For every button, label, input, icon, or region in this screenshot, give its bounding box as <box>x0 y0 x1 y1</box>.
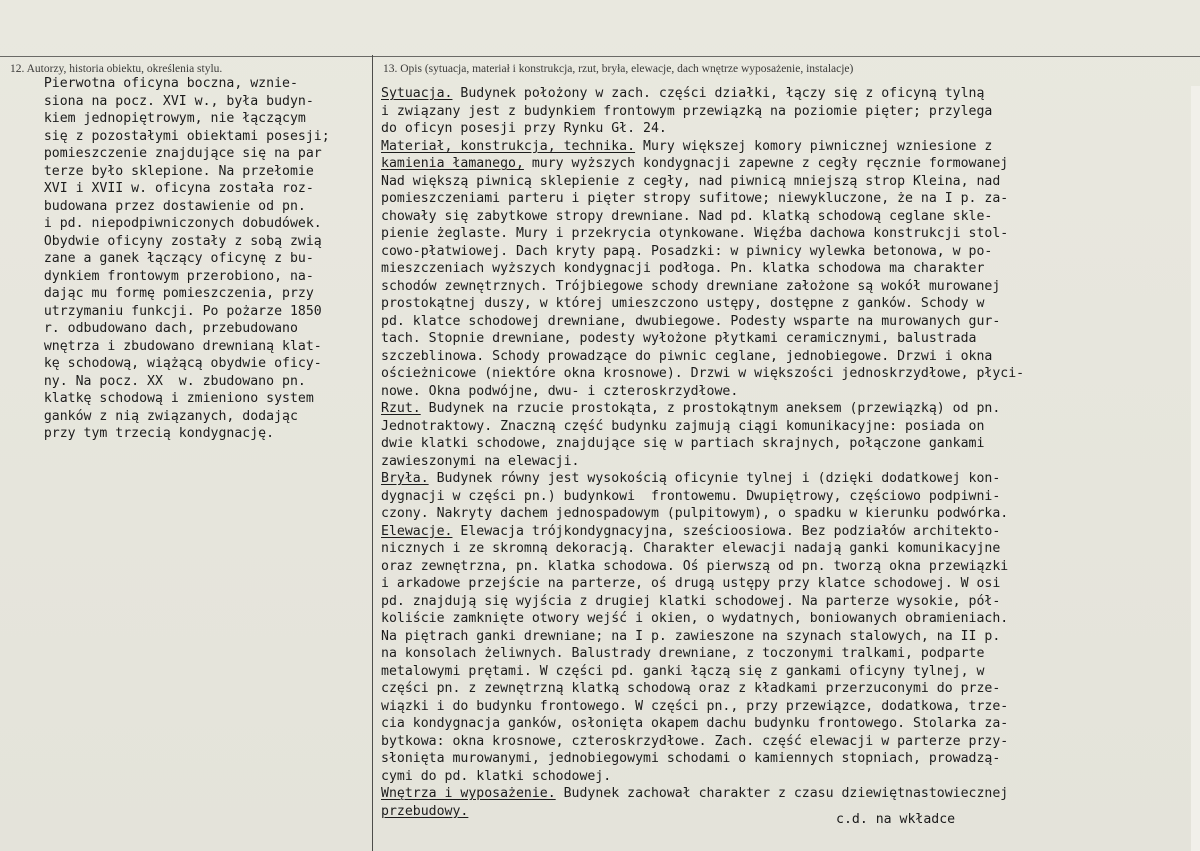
description-line <box>381 610 1193 628</box>
description-fragment: słonięta murowanymi, jednobiegowymi schodami o kamiennych stopniach, prowadzą- <box>381 751 1001 766</box>
description-fragment: Jednotraktowy. Znaczną część budynku zajmują ciągi komunikacyjne: posiada on <box>381 418 985 434</box>
description-fragment: pd. znajdują się wyjścia z drugiej klatki schodowej. Na parterze wysokie, pół- <box>381 593 1001 609</box>
history-line: utrzymaniu funkcji. Po pożarze 1850 <box>20 303 322 319</box>
section-heading: Wnętrza i wyposażenie. <box>381 786 556 801</box>
description-fragment: cowo-płatwiowej. Dach kryty papą. Posadzki: w piwnicy wylewka betonowa, w po- <box>381 243 993 259</box>
description-fragment: dwie klatki schodowe, znajdujące się w partiach skrajnych, połączone gankami <box>381 436 985 451</box>
description-text <box>381 85 1193 820</box>
description-line <box>381 383 1193 401</box>
description-line <box>381 803 1193 821</box>
description-line <box>381 330 1193 348</box>
history-line: siona na pocz. XVI w., była budyn- <box>20 93 314 109</box>
description-line <box>381 540 1193 558</box>
top-rule <box>0 56 1200 57</box>
history-line: pomieszczenie znajdujące się na par <box>20 146 322 161</box>
description-fragment: pd. klatce schodowej drewniane, dwubiegowe. Podesty wsparte na murowanych gur- <box>381 313 1001 329</box>
description-fragment: schodów zewnętrznych. Trójbiegowe schody drewniane założone są wokół murowanej <box>381 278 1001 294</box>
description-fragment: cia kondygnacja ganków, osłonięta okapem dachu budynku frontowego. Stolarka za- <box>381 716 1009 731</box>
history-line: kiem jednopiętrowym, nie łączącym <box>20 111 306 126</box>
history-line: r. odbudowano dach, przebudowano <box>20 321 298 336</box>
history-line: przy tym trzecią kondygnację. <box>20 426 275 441</box>
description-fragment: Budynek na rzucie prostokąta, z prostokątnym aneksem (przewiązką) od pn. <box>420 401 1001 416</box>
description-fragment: Budynek położony w zach. części działki, łączy się z oficyną tylną <box>452 86 985 101</box>
section-heading: Materiał, konstrukcja, technika. <box>381 138 636 154</box>
description-line <box>381 470 1193 488</box>
description-fragment: chowały się zabytkowe stropy drewniane. Nad pd. klatką schodową ceglane skle- <box>381 208 993 224</box>
history-line: klatkę schodową i zmieniono system <box>20 391 314 406</box>
description-fragment: tach. Stopnie drewniane, podesty wyłożone płytkami ceramicznymi, balustrada <box>381 331 977 346</box>
description-line <box>381 155 1193 173</box>
description-line <box>381 733 1193 751</box>
description-fragment: mieszczeniach wyższych kondygnacji podłoga. Pn. klatka schodowa ma charakter <box>381 261 985 276</box>
history-line: terze było sklepione. Na przełomie <box>20 163 314 179</box>
description-fragment: metalowymi prętami. W części pd. ganki łączą się z gankami oficyny tylnej, w <box>381 663 985 679</box>
description-line <box>381 505 1193 523</box>
history-line: Obydwie oficyny zostały z sobą zwią <box>20 233 322 249</box>
history-line: się z pozostałymi obiektami posesji; <box>20 128 330 144</box>
description-line <box>381 558 1193 576</box>
history-line: dając mu formę pomieszczenia, przy <box>20 286 314 301</box>
history-line: zane a ganek łączący oficynę z bu- <box>20 251 314 266</box>
description-fragment: na konsolach żeliwnych. Balustrady drewniane, z toczonymi tralkami, podparte <box>381 646 985 661</box>
history-line: dynkiem frontowym przerobiono, na- <box>20 268 314 284</box>
description-line <box>381 575 1193 593</box>
description-line <box>381 365 1193 383</box>
history-line: Pierwotna oficyna boczna, wznie- <box>20 76 298 91</box>
description-line <box>381 628 1193 646</box>
history-line: i pd. niepodpiwniczonych dobudówek. <box>20 216 322 231</box>
history-line: budowana przez dostawienie od pn. <box>20 198 306 214</box>
section-heading: Bryła. <box>381 471 429 486</box>
description-line <box>381 348 1193 366</box>
description-line <box>381 103 1193 121</box>
description-line <box>381 400 1193 418</box>
description-line <box>381 523 1193 541</box>
description-line <box>381 120 1193 138</box>
description-line <box>381 593 1193 611</box>
description-fragment: nicznych i ze skromną dekoracją. Charakter elewacji nadają ganki komunikacyjne <box>381 541 1001 556</box>
description-fragment: Budynek zachował charakter z czasu dziewiętnastowiecznej <box>555 786 1009 801</box>
history-line: ganków z nią związanych, dodając <box>20 408 298 424</box>
description-fragment: czony. Nakryty dachem jednospadowym (pulpitowym), o spadku w kierunku podwórka. <box>381 506 1009 521</box>
description-line <box>381 453 1193 471</box>
section-heading: Elewacje. <box>381 523 453 539</box>
section-12-header: 12. Autorzy, historia obiektu, określenia stylu. <box>10 63 223 75</box>
description-line <box>381 260 1193 278</box>
description-line <box>381 243 1193 261</box>
column-divider <box>372 55 373 851</box>
continuation-note: c.d. na wkładce <box>836 812 956 827</box>
description-fragment: dygnacji w części pn.) budynkowi frontowemu. Dwupiętrowy, częściowo podpiwni- <box>381 488 1001 504</box>
description-line <box>381 278 1193 296</box>
description-line <box>381 418 1193 436</box>
description-fragment: pomieszczeniami parteru i pięter stropy sufitowe; niewykluczone, że na I p. za- <box>381 191 1009 206</box>
description-line <box>381 208 1193 226</box>
description-fragment: Na piętrach ganki drewniane; na I p. zawieszone na szynach stalowych, na II p. <box>381 628 1001 644</box>
description-line <box>381 313 1193 331</box>
description-fragment: i związany jest z budynkiem frontowym przewiązką na poziomie pięter; przylega <box>381 103 993 119</box>
description-fragment: koliście zamknięte otwory wejść i okien, o wydatnych, boniowanych obramieniach. <box>381 611 1009 626</box>
description-line <box>381 435 1193 453</box>
description-line <box>381 225 1193 243</box>
description-fragment: bytkowa: okna krosnowe, czteroskrzydłowe. Zach. część elewacji w parterze przy- <box>381 733 1009 749</box>
description-line <box>381 785 1193 803</box>
section-heading: Rzut. <box>381 401 421 416</box>
description-fragment: Elewacja trójkondygnacyjna, sześcioosiowa. Bez podziałów architekto- <box>452 523 1001 539</box>
history-line: kę schodową, wiążącą obydwie oficy- <box>20 356 322 371</box>
section-heading: Sytuacja. <box>381 86 453 101</box>
description-line <box>381 768 1193 786</box>
description-line <box>381 715 1193 733</box>
description-fragment: szczeblinowa. Schody prowadzące do piwnic ceglane, jednobiegowe. Drzwi i okna <box>381 348 993 364</box>
description-line <box>381 645 1193 663</box>
description-fragment: oraz zewnętrzna, pn. klatka schodowa. Oś pierwszą od pn. tworzą okna przewiązki <box>381 558 1009 574</box>
description-line <box>381 750 1193 768</box>
description-line <box>381 190 1193 208</box>
description-line <box>381 173 1193 191</box>
description-fragment: i arkadowe przejście na parterze, oś drugą ustępy przy klatce schodowej. W osi <box>381 576 1001 591</box>
description-line <box>381 295 1193 313</box>
section-heading: przebudowy. <box>381 803 469 819</box>
history-line: wnętrza i zbudowano drewnianą klat- <box>20 338 322 354</box>
description-line <box>381 138 1193 156</box>
description-fragment: zawieszonymi na elewacji. <box>381 453 580 469</box>
section-heading: kamienia łamanego, <box>381 156 524 171</box>
description-fragment: mury wyższych kondygnacji zapewne z cegły ręcznie formowanej <box>523 156 1009 171</box>
description-fragment: Nad większą piwnicą sklepienie z cegły, nad piwnicą mniejszą strop Kleina, nad <box>381 173 1001 189</box>
description-fragment: cymi do pd. klatki schodowej. <box>381 768 612 784</box>
description-fragment: prostokątnej duszy, w której umieszczono ustępy, dostępne z ganków. Schody w <box>381 296 985 311</box>
history-text <box>20 75 370 443</box>
description-fragment: ościeżnicowe (niektóre okna krosnowe). Drzwi w większości jednoskrzydłowe, płyci- <box>381 366 1025 381</box>
description-fragment: nowe. Okna podwójne, dwu- i czteroskrzydłowe. <box>381 383 739 399</box>
description-line <box>381 488 1193 506</box>
description-fragment: wiązki i do budynku frontowego. W części pn., przy przewiązce, dodatkowa, trze- <box>381 698 1009 714</box>
section-13-header: 13. Opis (sytuacja, materiał i konstrukcja, rzut, bryła, elewacje, dach wnętrze wyposażenie, instalacje) <box>383 63 854 75</box>
description-fragment: części pn. z zewnętrzną klatką schodową oraz z kładkami przerzuconymi do prze- <box>381 681 1001 696</box>
description-fragment: Mury większej komory piwnicznej wzniesione z <box>635 138 993 154</box>
description-line <box>381 85 1193 103</box>
description-fragment: pienie żeglaste. Mury i przekrycia otynkowane. Więźba dachowa konstrukcji stol- <box>381 226 1009 241</box>
description-line <box>381 698 1193 716</box>
history-line: ny. Na pocz. XX w. zbudowano pn. <box>20 373 306 389</box>
history-line: XVI i XVII w. oficyna została roz- <box>20 181 314 196</box>
description-fragment: do oficyn posesji przy Rynku Gł. 24. <box>381 121 667 136</box>
description-fragment: Budynek równy jest wysokością oficynie tylnej i (dzięki dodatkowej kon- <box>428 471 1001 486</box>
description-line <box>381 663 1193 681</box>
description-line <box>381 680 1193 698</box>
